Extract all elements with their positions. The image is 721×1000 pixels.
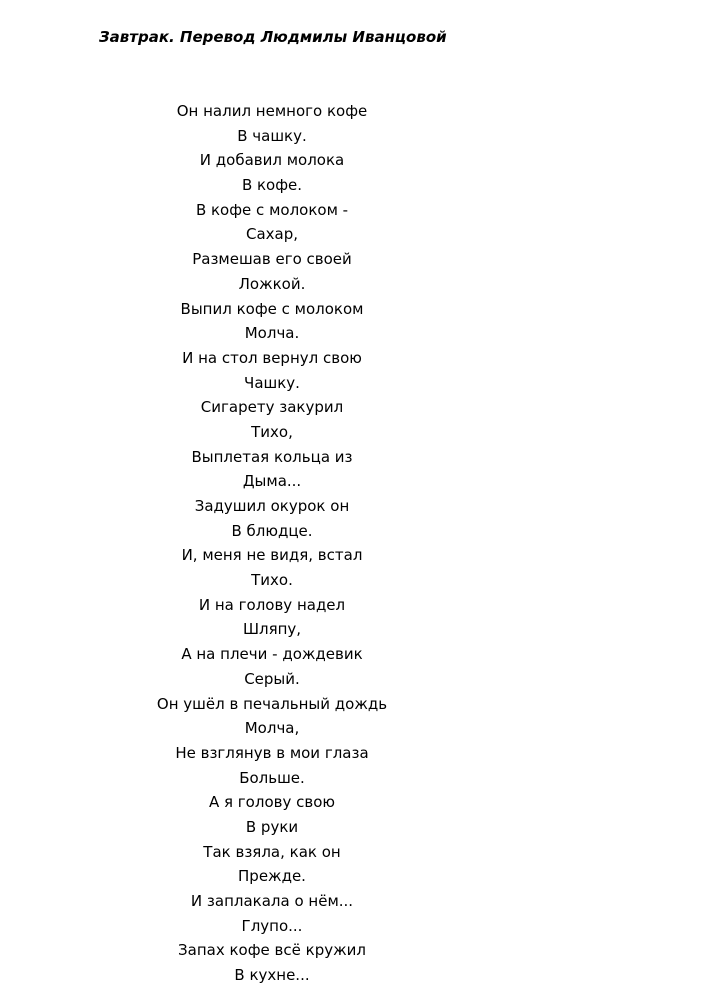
poem-line: В блюдце. <box>231 521 313 540</box>
poem-line: И добавил молока <box>199 151 345 170</box>
poem-line: А я голову свою <box>208 793 336 812</box>
poem-line: И на стол вернул свою <box>182 348 362 367</box>
poem-line: Прежде. <box>238 867 306 886</box>
poem-line: Чашку. <box>244 373 300 392</box>
poem-body <box>0 99 544 988</box>
poem-line: Больше. <box>239 768 305 787</box>
poem-line: Молча, <box>244 719 300 738</box>
poem-line: Он налил немного кофе <box>176 102 368 120</box>
poem-line: И заплакала о нём... <box>190 892 354 910</box>
poem-line: И, меня не видя, встал <box>181 546 363 565</box>
poem-line: Запах кофе всё кружил <box>178 941 366 960</box>
poem-line: Размешав его своей <box>192 250 352 269</box>
poem-line: В кофе с молоком - <box>195 200 349 219</box>
poem-line: Не взглянув в мои глаза <box>175 743 369 762</box>
poem-line: Тихо. <box>251 571 293 590</box>
poem-line: И на голову надел <box>198 595 346 614</box>
poem-line: Серый. <box>244 669 300 688</box>
poem-line: Дыма... <box>242 472 302 491</box>
poem-line: Сигарету закурил <box>200 398 344 417</box>
poem-line: Сахар, <box>245 225 299 244</box>
poem-line: Выплетая кольца из <box>191 447 353 466</box>
poem-line: Шляпу, <box>242 620 302 639</box>
document-title: Завтрак. Перевод Людмилы Иванцовой <box>99 28 447 46</box>
poem-line: А на плечи - дождевик <box>181 645 363 664</box>
poem-line: Выпил кофе с молоком <box>180 299 364 318</box>
poem-line: Ложкой. <box>238 274 306 293</box>
poem-line: Он ушёл в печальный дождь <box>156 694 388 713</box>
poem-line: Тихо, <box>251 422 293 441</box>
poem-line: В руки <box>245 817 299 836</box>
poem-line: В кофе. <box>241 176 303 195</box>
poem-line: Задушил окурок он <box>194 497 350 515</box>
poem-line: Молча. <box>244 324 300 343</box>
poem-line: Так взяла, как он <box>203 842 341 861</box>
poem-line: В чашку. <box>237 126 307 145</box>
poem-line: В кухне... <box>234 966 310 985</box>
poem-line: Глупо... <box>241 916 303 935</box>
